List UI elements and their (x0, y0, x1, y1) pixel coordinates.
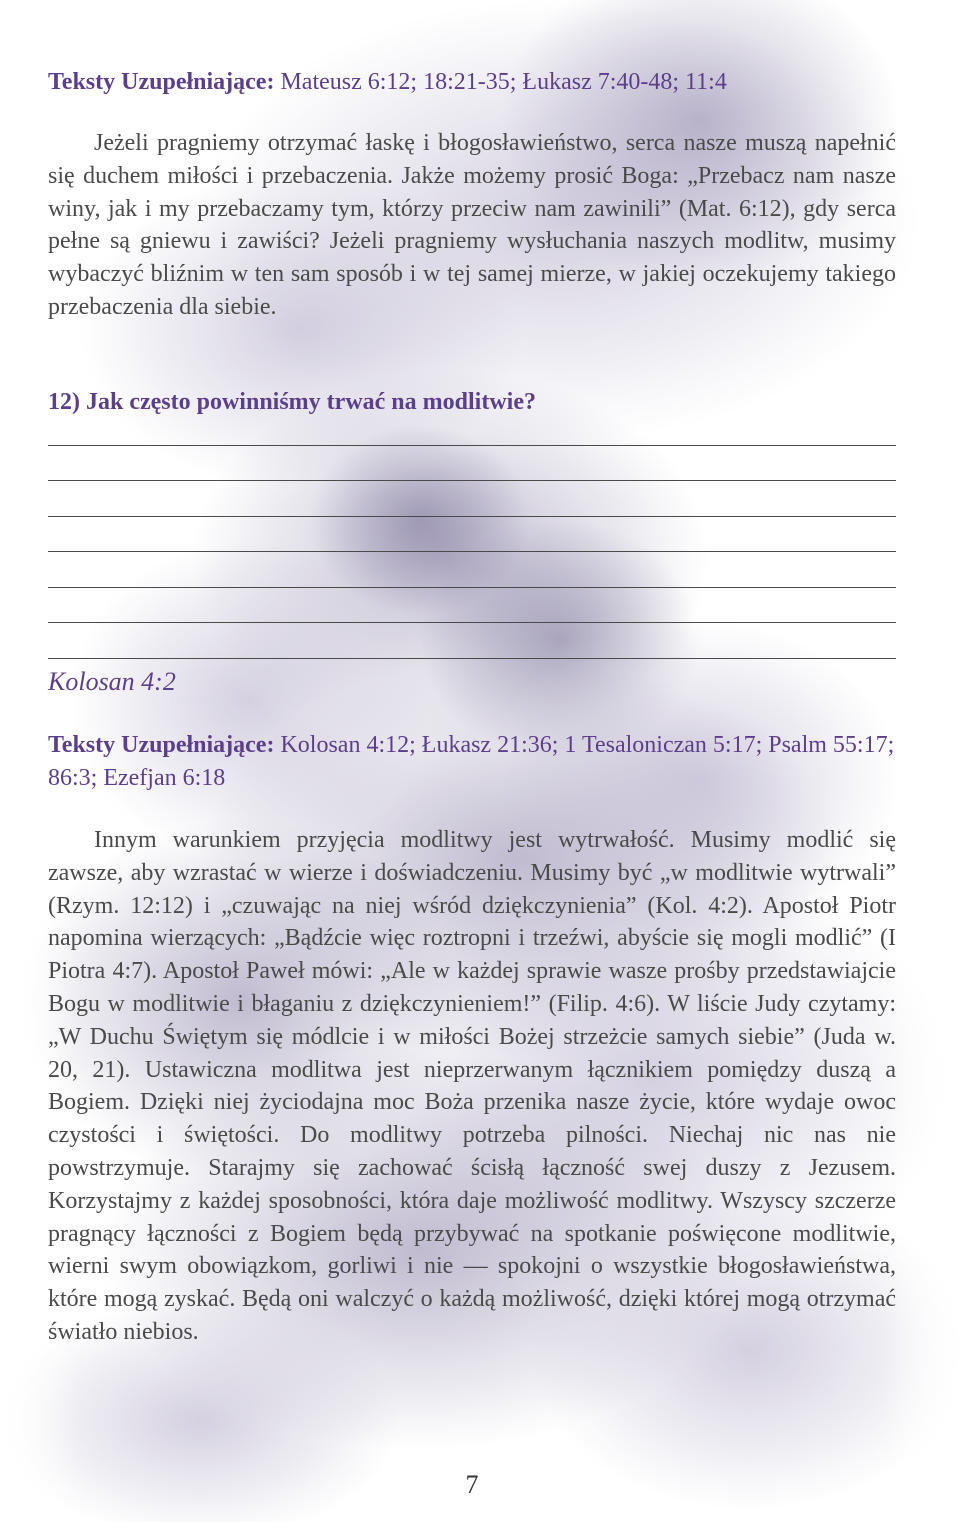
supplementary-texts-references: Kolosan 4:12; Łukasz 21:36; 1 Tesaloniczan 5:17; Psalm 55:17; 86:3; Ezefjan 6:18 (48, 732, 895, 791)
study-question: 12) Jak często powinniśmy trwać na modlitwie? (48, 389, 536, 415)
answer-line (48, 622, 896, 623)
answer-line (48, 516, 896, 517)
body-paragraph-1: Jeżeli pragniemy otrzymać łaskę i błogosławieństwo, serca nasze muszą napełnić się duchem miłości i przebaczenia. Jakże możemy prosić Boga: „Przebacz nam nasze winy, jak i my przebaczamy tym, którzy przeciw nam zawinili” (Mat. 6:12), gdy serca pełne są gniewu i zawiści? Jeżeli pragniemy wysłuchania naszych modlitw, musimy wybaczyć bliźnim w ten sam sposób i w tej samej mierze, w jakiej oczekujemy takiego przebaczenia dla siebie. (48, 130, 896, 320)
answer-line (48, 587, 896, 588)
answer-line (48, 658, 896, 659)
supplementary-texts-references: Mateusz 6:12; 18:21-35; Łukasz 7:40-48; 11:4 (274, 69, 727, 95)
body-paragraph-2: Innym warunkiem przyjęcia modlitwy jest wytrwałość. Musimy modlić się zawsze, aby wzrastać w wierze i doświadczeniu. Musimy być „w modlitwie wytrwali” (Rzym. 12:12) i „czuwając na niej wśród dziękczynienia” (Kol. 4:2). Apostoł Piotr napomina wierzących: „Bądźcie więc roztropni i trzeźwi, abyście się mogli modlić” (I Piotra 4:7). Apostoł Paweł mówi: „Ale w każdej sprawie wasze prośby przedstawiajcie Bogu w modlitwie i błaganiu z dziękczynieniem!” (Filip. 4:6). W liście Judy czytamy: „W Duchu Świętym się módlcie i w miłości Bożej strzeżcie samych siebie” (Juda w. 20, 21). Ustawiczna modlitwa jest nieprzerwanym łącznikiem pomiędzy duszą a Bogiem. Dzięki niej życiodajna moc Boża przenika nasze życie, które wydaje owoc czystości i świętości. Do modlitwy potrzeba pilności. Niechaj nic nas nie powstrzymuje. Starajmy się zachować ścisłą łączność swej duszy z Jezusem. Korzystajmy z każdej sposobności, która daje możliwość modlitwy. Wszyscy szczerze pragnący łączności z Bogiem będą przybywać na spotkanie poświęcone modlitwie, wierni swym obowiązkom, gorliwi i nie — spokojni o wszystkie błogosławieństwa, które mogą zyskać. Będą oni walczyć o każdą możliwość, dzięki której mogą otrzymać światło niebios. (48, 827, 896, 1345)
supplementary-texts-label: Teksty Uzupełniające: (48, 732, 275, 758)
answer-line (48, 445, 896, 446)
supplementary-texts-label: Teksty Uzupełniające: (48, 69, 275, 95)
verse-reference: Kolosan 4:2 (48, 667, 176, 696)
page-number: 7 (465, 1470, 479, 1499)
supplementary-texts-1 (48, 66, 896, 99)
answer-line (48, 480, 896, 481)
answer-line (48, 551, 896, 552)
supplementary-texts-2 (48, 729, 896, 795)
